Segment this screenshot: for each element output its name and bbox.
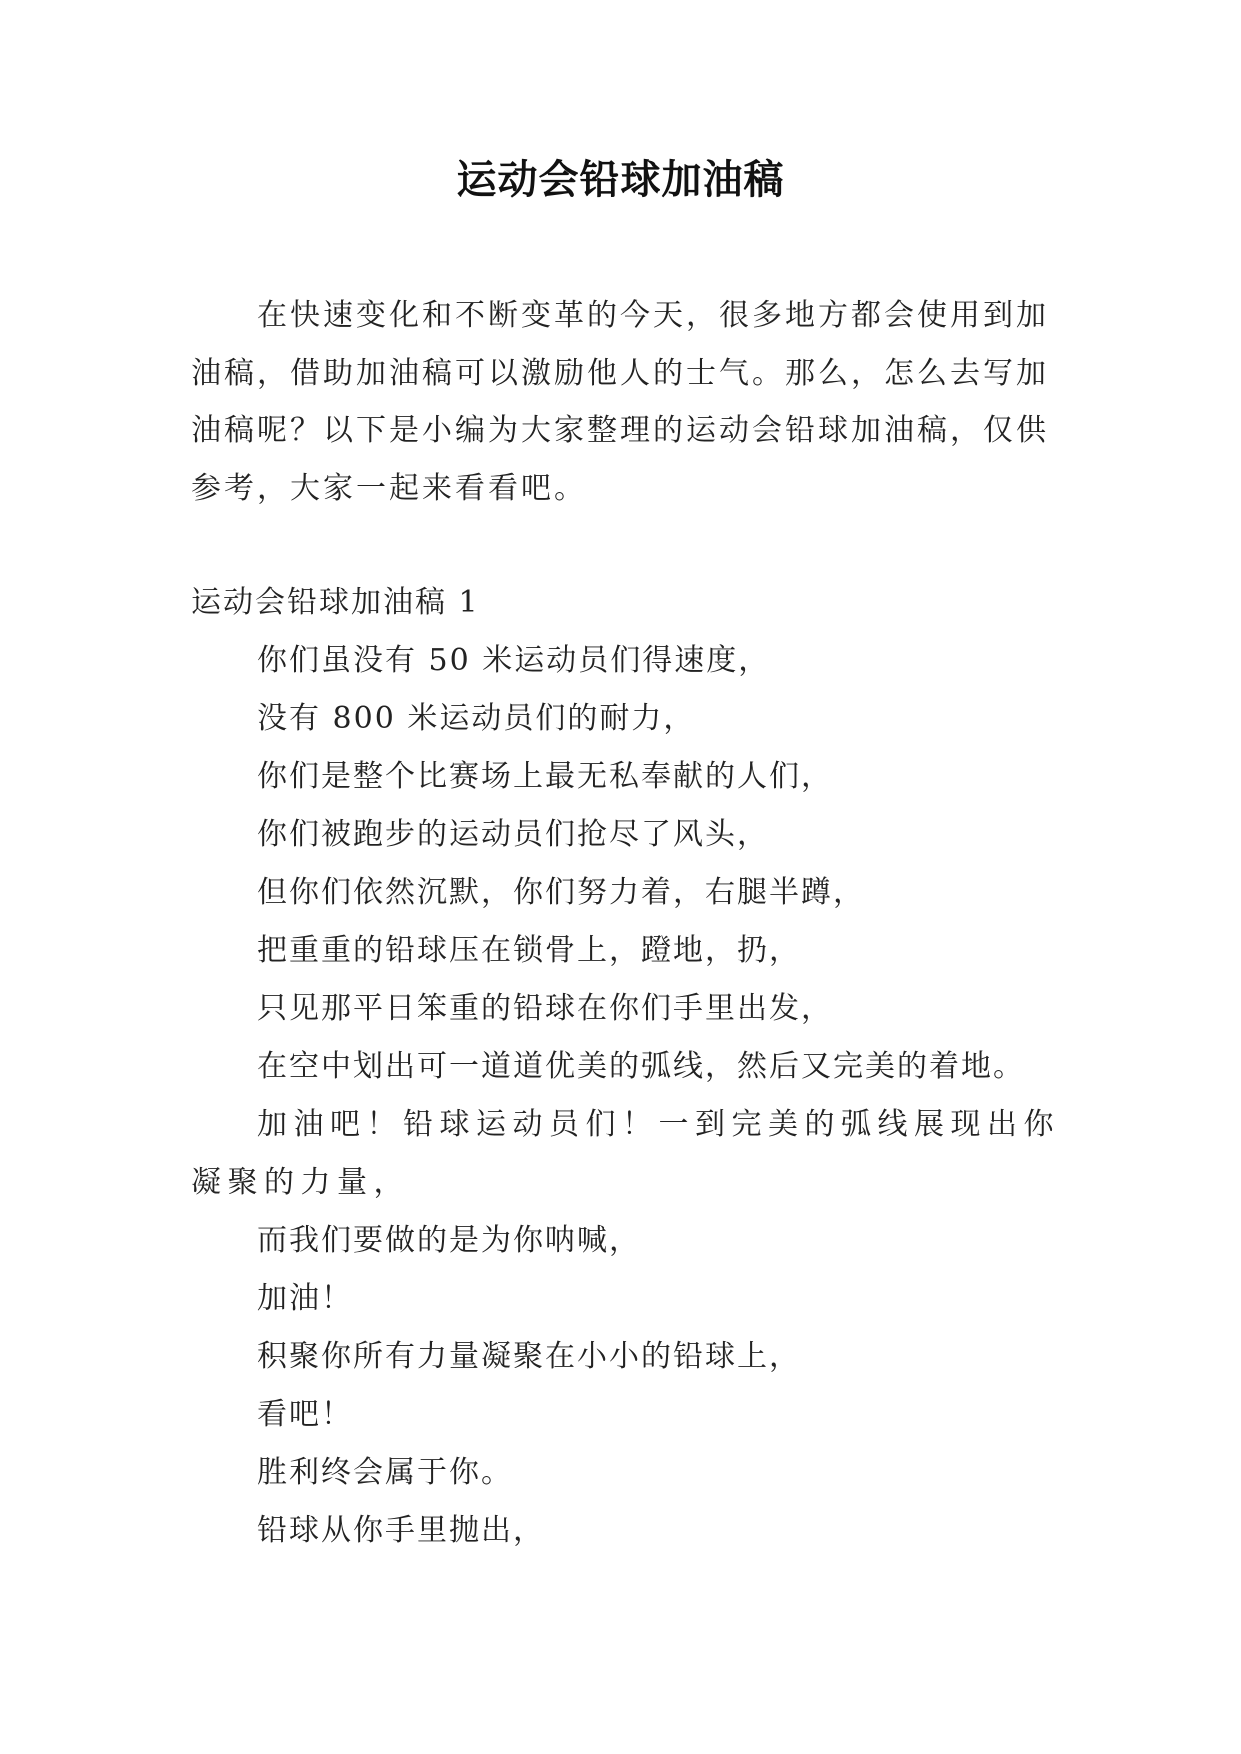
poem-line: 铅球从你手里抛出， xyxy=(257,1513,545,1548)
poem-line: 积聚你所有力量凝聚在小小的铅球上， xyxy=(257,1339,801,1374)
poem-line: 你们是整个比赛场上最无私奉献的人们， xyxy=(257,759,833,794)
poem-line: 加油！ xyxy=(257,1281,353,1316)
poem-line: 你们被跑步的运动员们抢尽了风头， xyxy=(257,817,769,852)
section-content xyxy=(191,574,1061,1560)
poem-line: 而我们要做的是为你呐喊， xyxy=(257,1223,641,1258)
section-heading: 运动会铅球加油稿 1 xyxy=(191,585,480,620)
poem-line: 胜利终会属于你。 xyxy=(257,1455,513,1490)
document-title: 运动会铅球加油稿 xyxy=(456,157,785,203)
poem-line: 没有 800 米运动员们的耐力， xyxy=(257,701,696,736)
poem-line: 把重重的铅球压在锁骨上，蹬地，扔， xyxy=(257,933,801,968)
poem-line: 加油吧！铅球运动员们！一到完美的弧线展现出你凝聚的力量， xyxy=(191,1107,1060,1200)
poem-line: 看吧！ xyxy=(257,1397,353,1432)
poem-line: 你们虽没有 50 米运动员们得速度， xyxy=(257,643,771,678)
poem-line: 在空中划出可一道道优美的弧线，然后又完美的着地。 xyxy=(257,1049,1025,1084)
poem-line: 只见那平日笨重的铅球在你们手里出发， xyxy=(257,991,833,1026)
intro-paragraph: 在快速变化和不断变革的今天，很多地方都会使用到加油稿，借助加油稿可以激励他人的士气。那么，怎么去写加油稿呢？以下是小编为大家整理的运动会铅球加油稿，仅供参考，大家一起来看看吧。 xyxy=(191,298,1049,506)
poem-line: 但你们依然沉默，你们努力着，右腿半蹲， xyxy=(257,875,865,910)
